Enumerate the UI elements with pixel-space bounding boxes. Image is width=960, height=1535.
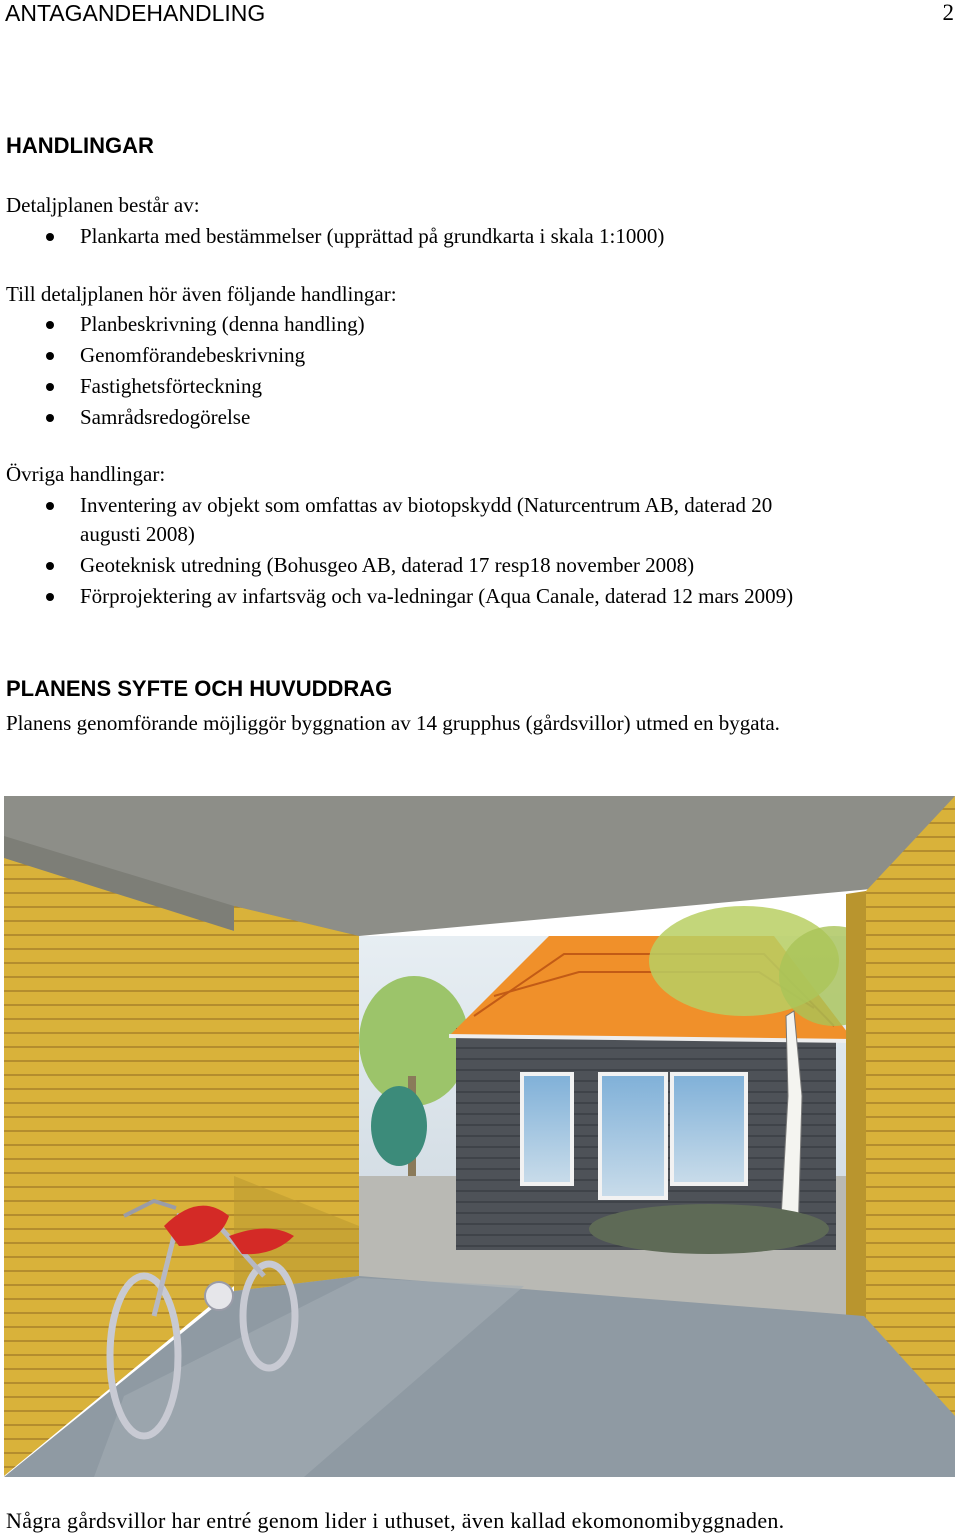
belongs-label: Till detaljplanen hör även följande handlingar: <box>6 282 397 306</box>
list-item: Förprojektering av infartsväg och va-ledningar (Aqua Canale, daterad 12 mars 2009) <box>80 581 793 612</box>
bullet-icon <box>46 352 54 360</box>
door <box>600 1074 666 1198</box>
running-header-title: ANTAGANDEHANDLING <box>5 0 266 26</box>
other-label: Övriga handlingar: <box>6 462 166 486</box>
window-right <box>672 1074 746 1184</box>
bullet-icon <box>46 383 54 391</box>
list-item: Fastighetsförteckning <box>80 371 262 402</box>
list-item: Plankarta med bestämmelser (upprättad på grundkarta i skala 1:1000) <box>80 221 664 252</box>
carport-illustration <box>4 796 955 1477</box>
bullet-icon <box>46 321 54 329</box>
heading-syfte: PLANENS SYFTE OCH HUVUDDRAG <box>6 676 393 701</box>
bullet-icon <box>46 233 54 241</box>
figure-caption: Några gårdsvillor har entré genom lider i uthuset, även kallad ekomonomibyggnaden. <box>6 1508 785 1533</box>
window-left <box>522 1074 572 1184</box>
list-item: Genomförandebeskrivning <box>80 340 305 371</box>
lawn-patch <box>589 1204 829 1254</box>
bullet-icon <box>46 502 54 510</box>
bullet-icon <box>46 414 54 422</box>
syfte-text: Planens genomförande möjliggör byggnation av 14 grupphus (gårdsvillor) utmed en bygata. <box>6 711 780 735</box>
intro-text: Detaljplanen består av: <box>6 193 200 217</box>
heading-handlingar: HANDLINGAR <box>6 133 154 158</box>
list-item-continuation: augusti 2008) <box>80 522 195 546</box>
bullet-icon <box>46 562 54 570</box>
list-item: Planbeskrivning (denna handling) <box>80 309 365 340</box>
page-number: 2 <box>942 0 954 25</box>
list-item: Samrådsredogörelse <box>80 402 250 433</box>
bullet-icon <box>46 593 54 601</box>
list-item: Geoteknisk utredning (Bohusgeo AB, daterad 17 resp18 november 2008) <box>80 550 694 581</box>
list-item: Inventering av objekt som omfattas av biotopskydd (Naturcentrum AB, daterad 20 <box>80 490 772 521</box>
